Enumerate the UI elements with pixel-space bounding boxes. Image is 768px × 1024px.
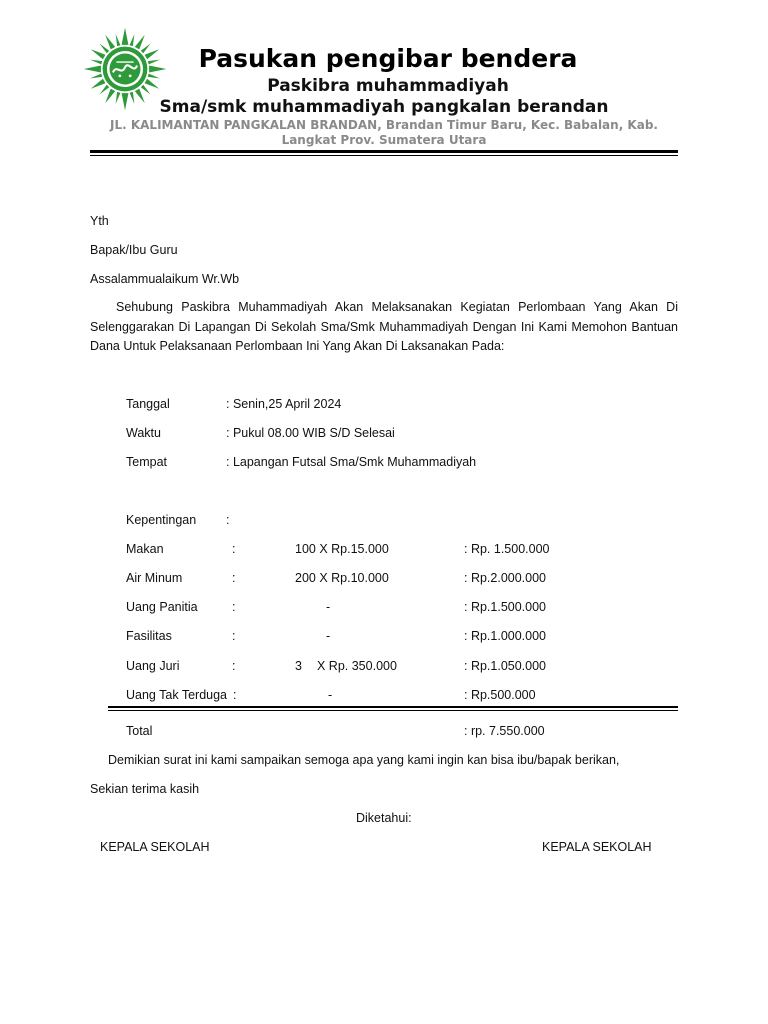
letterhead-rule-thin (90, 155, 678, 156)
letterhead-school: Sma/smk muhammadiyah pangkalan berandan (159, 97, 609, 117)
acknowledged-label: Diketahui: (356, 811, 412, 825)
body-paragraph: Sehubung Paskibra Muhammadiyah Akan Melaksanakan Kegiatan Perlombaan Yang Akan Di Selenggarakan Di Lapangan Di Sekolah Sma/Smk Muhammadiyah Dengan Ini Kami Memohon Bantuan Dana Untuk Pelaksanaan Perlombaan Ini Yang Akan Di Laksanakan Pada: (90, 300, 678, 353)
letterhead-rule-thick (90, 150, 678, 153)
budget-colon: : (232, 659, 236, 673)
budget-colon: : (233, 688, 237, 702)
detail-value: : Pukul 08.00 WIB S/D Selesai (226, 426, 395, 440)
budget-calc-qty: 3 (295, 659, 302, 673)
total-amount: : rp. 7.550.000 (464, 724, 545, 738)
letterhead-unit: Paskibra muhammadiyah (267, 76, 509, 96)
signatory-right: KEPALA SEKOLAH (542, 840, 652, 854)
detail-label: Tanggal (126, 397, 170, 411)
detail-value: : Lapangan Futsal Sma/Smk Muhammadiyah (226, 455, 477, 469)
greeting: Assalammualaikum Wr.Wb (90, 272, 240, 286)
budget-colon: : (232, 571, 236, 585)
total-label: Total (126, 724, 153, 738)
budget-calc: X Rp. 350.000 (317, 659, 397, 673)
signatory-left: KEPALA SEKOLAH (100, 840, 210, 854)
thanks: Sekian terima kasih (90, 782, 200, 796)
budget-amount: : Rp.2.000.000 (464, 571, 547, 585)
budget-calc: 100 X Rp.15.000 (295, 542, 389, 556)
budget-amount: : Rp.500.000 (464, 688, 536, 702)
budget-colon: : (232, 629, 236, 643)
budget-item: Uang Juri (126, 659, 180, 673)
detail-value: : Senin,25 April 2024 (226, 397, 342, 411)
needs-colon: : (226, 513, 230, 527)
budget-item: Fasilitas (126, 629, 172, 643)
salutation: Yth (90, 214, 109, 228)
recipient: Bapak/Ibu Guru (90, 243, 178, 257)
budget-item: Makan (126, 542, 164, 556)
total-rule-thin (108, 710, 678, 711)
budget-amount: : Rp.1.050.000 (464, 659, 547, 673)
budget-calc: 200 X Rp.10.000 (295, 571, 389, 585)
detail-label: Tempat (126, 455, 167, 469)
detail-label: Waktu (126, 426, 161, 440)
address-line-1: JL. KALIMANTAN PANGKALAN BRANDAN, Brandan Timur Baru, Kec. Babalan, Kab. (110, 118, 658, 132)
budget-colon: : (232, 600, 236, 614)
budget-colon: : (232, 542, 236, 556)
total-rule-thick (108, 706, 678, 708)
budget-amount: : Rp.1.000.000 (464, 629, 547, 643)
closing-sentence: Demikian surat ini kami sampaikan semoga apa yang kami ingin kan bisa ibu/bapak berikan, (108, 753, 620, 767)
budget-item: Uang Panitia (126, 600, 198, 614)
budget-item: Uang Tak Terduga (126, 688, 228, 702)
budget-calc: - (326, 600, 331, 614)
budget-amount: : Rp. 1.500.000 (464, 542, 550, 556)
needs-label: Kepentingan (126, 513, 197, 527)
letterhead-title: Pasukan pengibar bendera (198, 44, 578, 73)
budget-item: Air Minum (126, 571, 183, 585)
letterhead-address (100, 118, 668, 148)
budget-amount: : Rp.1.500.000 (464, 600, 547, 614)
budget-calc: - (328, 688, 333, 702)
address-line-2: Langkat Prov. Sumatera Utara (281, 133, 487, 147)
budget-calc: - (326, 629, 331, 643)
